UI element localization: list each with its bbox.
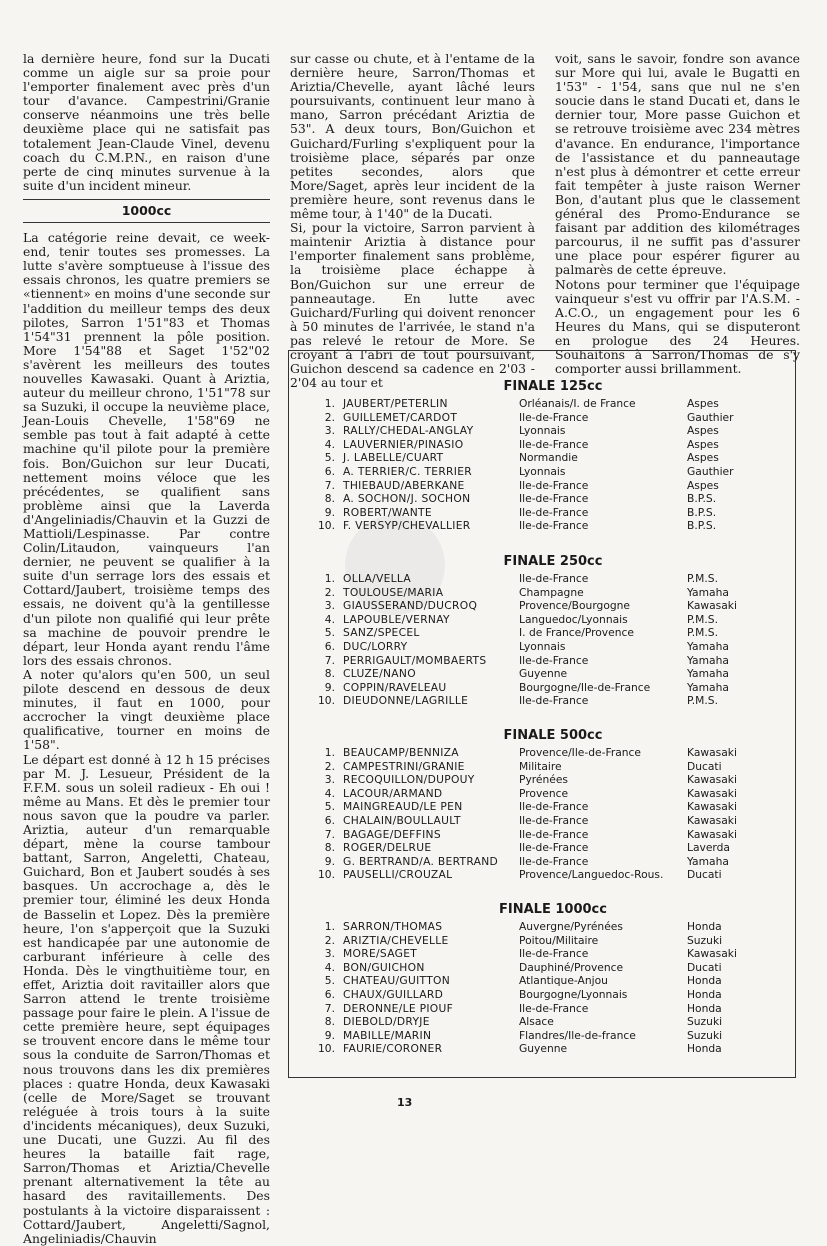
results-table [313, 900, 793, 1056]
cell-league: Flandres/Ile-de-france [519, 1028, 636, 1042]
cell-league: Lyonnais [519, 639, 566, 653]
cell-rank: 5. [324, 451, 335, 465]
results-table [313, 726, 793, 882]
cell-league: Poitou/Militaire [519, 933, 599, 947]
cell-make: Kawasaki [687, 813, 737, 827]
cell-rank: 10. [318, 519, 335, 533]
cell-rank: 8. [324, 1015, 335, 1029]
table-row [313, 451, 793, 465]
cell-rank: 5. [324, 800, 335, 814]
cell-league: Guyenne [519, 667, 568, 681]
cell-league: I. de France/Provence [519, 626, 634, 640]
table-row [313, 773, 793, 787]
cell-league: Lyonnais [519, 424, 566, 438]
cell-rank: 9. [324, 854, 335, 868]
cell-rank: 2. [324, 933, 335, 947]
cell-rank: 5. [324, 974, 335, 988]
cell-make: Kawasaki [687, 947, 737, 961]
cell-pilots: RALLY/CHEDAL-ANGLAY [343, 424, 474, 438]
cell-pilots: BON/GUICHON [343, 960, 425, 974]
cell-pilots: ARIZTIA/CHEVELLE [343, 933, 449, 947]
cell-league: Ile-de-France [519, 572, 589, 585]
cell-pilots: LACOUR/ARMAND [343, 786, 443, 800]
table-row [313, 841, 793, 855]
cell-pilots: ROBERT/WANTE [343, 505, 432, 519]
cell-pilots: JAUBERT/PETERLIN [343, 397, 448, 410]
table-row [313, 1029, 793, 1043]
cell-pilots: GIAUSSERAND/DUCROQ [343, 599, 478, 613]
cell-league: Provence/Bourgogne [519, 599, 630, 613]
cell-make: Yamaha [687, 653, 729, 667]
cell-pilots: CLUZE/NANO [343, 667, 416, 681]
cell-league: Normandie [519, 451, 578, 465]
cell-make: B.P.S. [687, 505, 717, 519]
cell-make: P.M.S. [687, 572, 718, 585]
table-row [313, 947, 793, 961]
cell-make: Ducati [687, 759, 722, 773]
paragraph: Notons pour terminer que l'équipage vainqueur s'est vu offrir par l'A.S.M. - A.C.O., un engagement pour les 6 Heures du Mans, qui se disputeront en prologue des 24 Heures. Souhaitons à Sarron/Thomas de s'y comporter aussi brillamment. [555, 276, 800, 377]
cell-make: Honda [687, 1042, 722, 1056]
cell-pilots: LAPOUBLE/VERNAY [343, 612, 450, 626]
cell-league: Ile-de-France [519, 478, 589, 492]
article-column-1 [23, 52, 270, 1246]
cell-league: Orléanais/I. de France [519, 397, 636, 410]
cell-pilots: PERRIGAULT/MOMBAERTS [343, 653, 487, 667]
cell-make: Aspes [687, 424, 719, 438]
table-row [313, 479, 793, 493]
cell-rank: 7. [324, 827, 335, 841]
cell-pilots: FAURIE/CORONER [343, 1042, 443, 1056]
table-row [313, 397, 793, 411]
cell-league: Dauphiné/Provence [519, 960, 624, 974]
table-row [313, 961, 793, 975]
cell-pilots: MABILLE/MARIN [343, 1028, 432, 1042]
cell-pilots: A. TERRIER/C. TERRIER [343, 464, 473, 478]
cell-rank: 2. [324, 759, 335, 773]
cell-make: Ducati [687, 960, 722, 974]
article-column-2 [290, 52, 535, 390]
cell-make: B.P.S. [687, 519, 717, 533]
cell-league: Ile-de-France [519, 694, 589, 708]
table-row [313, 746, 793, 760]
article-column-3 [555, 52, 800, 376]
cell-league: Lyonnais [519, 464, 566, 478]
cell-make: Yamaha [687, 680, 729, 694]
results-title: FINALE 500cc [503, 728, 603, 743]
cell-make: Kawasaki [687, 786, 737, 800]
table-row [313, 654, 793, 668]
cell-make: P.M.S. [687, 626, 718, 640]
page-number: 13 [397, 1096, 413, 1109]
table-row [313, 934, 793, 948]
table-row [313, 572, 793, 586]
cell-make: P.M.S. [687, 612, 718, 626]
table-row [313, 492, 793, 506]
cell-make: Suzuki [687, 1015, 723, 1029]
cell-pilots: COPPIN/RAVELEAU [343, 680, 447, 694]
cell-rank: 6. [324, 987, 335, 1001]
cell-make: Aspes [687, 437, 719, 451]
table-row [313, 667, 793, 681]
cell-pilots: OLLA/VELLA [343, 572, 412, 585]
cell-make: Suzuki [687, 933, 723, 947]
cell-pilots: LAUVERNIER/PINASIO [343, 437, 464, 451]
paragraph: Le départ est donné à 12 h 15 précises par M. J. Lesueur, Président de la F.F.M. sous un soleil radieux - Eh oui ! même au Mans. Et dès le premier tour nous savon que la poudre va parler. Ariztia, auteur d'un remarquable départ, mène la course tambour battant, Sarron, Angeletti, Chateau, Guichard, Bon et Jaubert soudés à ses basques. Un accrochage a, dès le premier tour, éliminé les deux Honda de Basselin et Lopez. Dès la première heure, l'on s'apperçoit que la Suzuki est handicapée par une autonomie de carburant inférieure à celle des Honda. Dès le vingthuitième tour, en effet, Ariztia doit ravitailler alors que Sarron attend le trente troisième passage pour faire le plein. A l'issue de cette première heure, sept équipages se trouvent encore dans le même tour sous la conduite de Sarron/Thomas et nous trouvons dans les dix premières places : quatre Honda, deux Kawasaki (celle de More/Saget se trouvant reléguée à trois tours à la suite d'incidents mécaniques), deux Suzuki, une Ducati, une Guzzi. Au fil des heures la bataille fait rage, Sarron/Thomas et Ariztia/Chevelle prenant alternativement la tête au hasard des ravitaillements. Des postulants à la victoire disparaissent : Cottard/Jaubert, Angeletti/Sagnol, Angeliniadis/Chauvin [23, 751, 270, 1246]
cell-pilots: GUILLEMET/CARDOT [343, 410, 458, 424]
table-row [313, 855, 793, 869]
paragraph: sur casse ou chute, et à l'entame de la dernière heure, Sarron/Thomas et Ariztia/Chevelle, ayant lâché leurs poursuivants, continuent leur mano à mano, Sarron précédant Ariztia de 53". A deux tours, Bon/Guichon et Guichard/Furling s'expliquent pour la troisième place, séparés par onze petites secondes, alors que More/Saget, après leur incident de la première heure, sont revenus dans le même tour, à 1'40" de la Ducati. [290, 51, 535, 222]
cell-rank: 6. [324, 639, 335, 653]
cell-make: P.M.S. [687, 694, 718, 708]
cell-make: Kawasaki [687, 773, 737, 787]
table-row [313, 640, 793, 654]
cell-pilots: SARRON/THOMAS [343, 920, 443, 933]
cell-pilots: BEAUCAMP/BENNIZA [343, 746, 459, 759]
cell-pilots: BAGAGE/DEFFINS [343, 827, 441, 841]
cell-league: Ile-de-France [519, 854, 589, 868]
cell-make: Aspes [687, 451, 719, 465]
cell-rank: 1. [324, 746, 335, 759]
cell-pilots: CHATEAU/GUITTON [343, 974, 451, 988]
table-row [313, 694, 793, 708]
cell-rank: 10. [318, 868, 335, 882]
table-row [313, 920, 793, 934]
cell-rank: 10. [318, 694, 335, 708]
cell-rank: 8. [324, 492, 335, 506]
cell-pilots: DIEUDONNE/LAGRILLE [343, 694, 469, 708]
cell-league: Ile-de-France [519, 519, 589, 533]
cell-rank: 9. [324, 1028, 335, 1042]
cell-make: Yamaha [687, 667, 729, 681]
paragraph: voit, sans le savoir, fondre son avance sur More qui lui, avale le Bugatti en 1'53" - 1'54, sans que nul ne s'en soucie dans le stand Ducati et, dans le dernier tour, More passe Guichon et se retrouve troisième avec 234 mètres d'avance. En endurance, l'importance de l'assistance et du panneautage n'est plus à démontrer et cette erreur fait tempêter à juste raison Werner Bon, d'autant plus que le classement général des Promo-Endurance se faisant par addition des kilométrages parcourus, il ne suffit pas d'assurer une place pour espérer figurer au palmarès de cette épreuve. [555, 51, 800, 278]
cell-make: Yamaha [687, 639, 729, 653]
cell-league: Auvergne/Pyrénées [519, 920, 623, 933]
cell-make: Kawasaki [687, 800, 737, 814]
cell-rank: 9. [324, 680, 335, 694]
cell-rank: 6. [324, 464, 335, 478]
cell-rank: 5. [324, 626, 335, 640]
cell-pilots: MAINGREAUD/LE PEN [343, 800, 463, 814]
cell-league: Provence/Ile-de-France [519, 746, 641, 759]
cell-rank: 4. [324, 437, 335, 451]
table-row [313, 988, 793, 1002]
cell-league: Ile-de-France [519, 947, 589, 961]
cell-rank: 3. [324, 947, 335, 961]
table-row [313, 814, 793, 828]
table-row [313, 506, 793, 520]
results-title: FINALE 250cc [503, 554, 603, 569]
cell-make: Gauthier [687, 464, 734, 478]
table-row [313, 613, 793, 627]
cell-rank: 10. [318, 1042, 335, 1056]
table-row [313, 760, 793, 774]
cell-make: Laverda [687, 841, 730, 855]
cell-pilots: TOULOUSE/MARIA [343, 585, 444, 599]
cell-rank: 1. [324, 572, 335, 585]
cell-league: Ile-de-France [519, 410, 589, 424]
cell-make: Honda [687, 974, 722, 988]
cell-pilots: CHAUX/GUILLARD [343, 987, 444, 1001]
results-box [288, 350, 796, 1078]
cell-pilots: DERONNE/LE PIOUF [343, 1001, 454, 1015]
cell-rank: 2. [324, 585, 335, 599]
cell-rank: 4. [324, 786, 335, 800]
cell-pilots: A. SOCHON/J. SOCHON [343, 492, 471, 506]
cell-rank: 2. [324, 410, 335, 424]
cell-league: Ile-de-France [519, 841, 589, 855]
cell-league: Bourgogne/Ile-de-France [519, 680, 651, 694]
cell-rank: 7. [324, 1001, 335, 1015]
results-title: FINALE 125cc [503, 379, 603, 394]
cell-league: Ile-de-France [519, 492, 589, 506]
cell-pilots: SANZ/SPECEL [343, 626, 420, 640]
table-row [313, 586, 793, 600]
cell-pilots: CHALAIN/BOULLAULT [343, 813, 461, 827]
cell-make: Aspes [687, 397, 719, 410]
cell-make: Suzuki [687, 1028, 723, 1042]
results-table [313, 377, 793, 533]
table-row [313, 438, 793, 452]
cell-league: Ile-de-France [519, 800, 589, 814]
cell-league: Militaire [519, 759, 562, 773]
cell-league: Languedoc/Lyonnais [519, 612, 628, 626]
table-row [313, 828, 793, 842]
cell-make: Kawasaki [687, 599, 737, 613]
cell-pilots: RECOQUILLON/DUPOUY [343, 773, 475, 787]
cell-make: Aspes [687, 478, 719, 492]
paragraph: Si, pour la victoire, Sarron parvient à maintenir Ariztia à distance pour l'emporter finalement sans problème, la troisième place échappe à Bon/Guichon sur une erreur de panneautage. En lutte avec Guichard/Furling qui doivent renoncer à 50 minutes de l'arrivée, le stand n'a pas relevé le retour de More. Se croyant à l'abri de tout poursuivant, Guichon descend sa cadence en 2'03 - 2'04 au tour et [290, 220, 535, 391]
cell-make: Kawasaki [687, 827, 737, 841]
section-heading-1000cc: 1000cc [23, 199, 270, 223]
paragraph: A noter qu'alors qu'en 500, un seul pilote descend en dessous de deux minutes, il faut en 1000, pour accrocher la vingt deuxième place qualificative, tourner en moins de 1'58". [23, 666, 270, 753]
cell-rank: 3. [324, 424, 335, 438]
table-row [313, 681, 793, 695]
table-row [313, 519, 793, 533]
cell-league: Ile-de-France [519, 813, 589, 827]
table-row [313, 411, 793, 425]
cell-make: Kawasaki [687, 746, 737, 759]
table-row [313, 599, 793, 613]
results-table [313, 552, 793, 708]
cell-rank: 8. [324, 667, 335, 681]
table-row [313, 1042, 793, 1056]
cell-rank: 4. [324, 612, 335, 626]
cell-pilots: J. LABELLE/CUART [343, 451, 444, 465]
cell-pilots: DUC/LORRY [343, 639, 408, 653]
cell-make: Yamaha [687, 854, 729, 868]
cell-rank: 6. [324, 813, 335, 827]
cell-rank: 1. [324, 920, 335, 933]
paragraph: La catégorie reine devait, ce week-end, tenir toutes ses promesses. La lutte s'avère somptueuse à l'issue des essais chronos, les quatre premiers se «tiennent» en moins d'une seconde sur l'addition du meilleur temps des deux pilotes, Sarron 1'51"83 et Thomas 1'54"31 prennent la pôle position. More 1'54"88 et Saget 1'52"02 s'avèrent les meilleurs des toutes nouvelles Kawasaki. Quant à Ariztia, auteur du meilleur chrono, 1'51"78 sur sa Suzuki, il occupe la neuvième place, Jean-Louis Chevelle, 1'58"69 ne semble pas tout à fait adapté à cette machine qu'il pilote pour la première fois. Bon/Guichon sur leur Ducati, nettement moins véloce que les précédentes, se qualifient sans problème ainsi que la Laverda d'Angeliniadis/Chauvin et la Guzzi de Mattioli/Lespinasse. Par contre Colin/Litaudon, vainqueurs l'an dernier, ne peuvent se qualifier à la suite d'un serrage lors des essais et Cottard/Jaubert, troisième temps des essais, ne doivent qu'à la gentillesse d'un pilote non qualifié qui leur prête sa machine de pouvoir prendre le départ, leur Honda ayant rendu l'âme lors des essais chronos. [23, 230, 270, 668]
table-row [313, 626, 793, 640]
cell-pilots: DIEBOLD/DRYJE [343, 1015, 430, 1029]
cell-pilots: PAUSELLI/CROUZAL [343, 868, 453, 882]
cell-make: Honda [687, 987, 722, 1001]
cell-league: Bourgogne/Lyonnais [519, 987, 628, 1001]
cell-league: Ile-de-France [519, 437, 589, 451]
cell-pilots: ROGER/DELRUE [343, 841, 432, 855]
cell-league: Ile-de-France [519, 505, 589, 519]
cell-rank: 4. [324, 960, 335, 974]
cell-league: Provence [519, 786, 569, 800]
cell-make: Gauthier [687, 410, 734, 424]
cell-league: Pyrénées [519, 773, 568, 787]
cell-rank: 7. [324, 653, 335, 667]
cell-rank: 3. [324, 773, 335, 787]
cell-rank: 9. [324, 505, 335, 519]
cell-league: Guyenne [519, 1042, 568, 1056]
cell-rank: 8. [324, 841, 335, 855]
cell-league: Ile-de-France [519, 827, 589, 841]
table-row [313, 868, 793, 882]
cell-league: Ile-de-France [519, 653, 589, 667]
cell-pilots: F. VERSYP/CHEVALLIER [343, 519, 471, 533]
cell-league: Atlantique-Anjou [519, 974, 608, 988]
table-row [313, 465, 793, 479]
cell-league: Champagne [519, 585, 584, 599]
cell-league: Provence/Languedoc-Rous. [519, 868, 664, 882]
cell-make: Honda [687, 920, 722, 933]
results-title: FINALE 1000cc [499, 902, 607, 917]
table-row [313, 974, 793, 988]
paragraph: la dernière heure, fond sur la Ducati comme un aigle sur sa proie pour l'emporter finalement avec près d'un tour d'avance. Campestrini/Granie conserve néanmoins une très belle deuxième place qui ne satisfait pas totalement Jean-Claude Vinel, devenu coach du C.M.P.N., en raison d'une perte de cinq minutes survenue à la suite d'un incident mineur. [23, 51, 270, 193]
cell-league: Ile-de-France [519, 1001, 589, 1015]
table-row [313, 1002, 793, 1016]
table-row [313, 787, 793, 801]
cell-make: Honda [687, 1001, 722, 1015]
cell-rank: 3. [324, 599, 335, 613]
cell-pilots: MORE/SAGET [343, 947, 418, 961]
cell-make: Yamaha [687, 585, 729, 599]
cell-rank: 7. [324, 478, 335, 492]
cell-pilots: G. BERTRAND/A. BERTRAND [343, 854, 499, 868]
cell-make: B.P.S. [687, 492, 717, 506]
cell-rank: 1. [324, 397, 335, 410]
cell-make: Ducati [687, 868, 722, 882]
cell-pilots: CAMPESTRINI/GRANIE [343, 759, 465, 773]
cell-pilots: THIEBAUD/ABERKANE [343, 478, 465, 492]
table-row [313, 424, 793, 438]
table-row [313, 1015, 793, 1029]
cell-league: Alsace [519, 1015, 554, 1029]
table-row [313, 800, 793, 814]
